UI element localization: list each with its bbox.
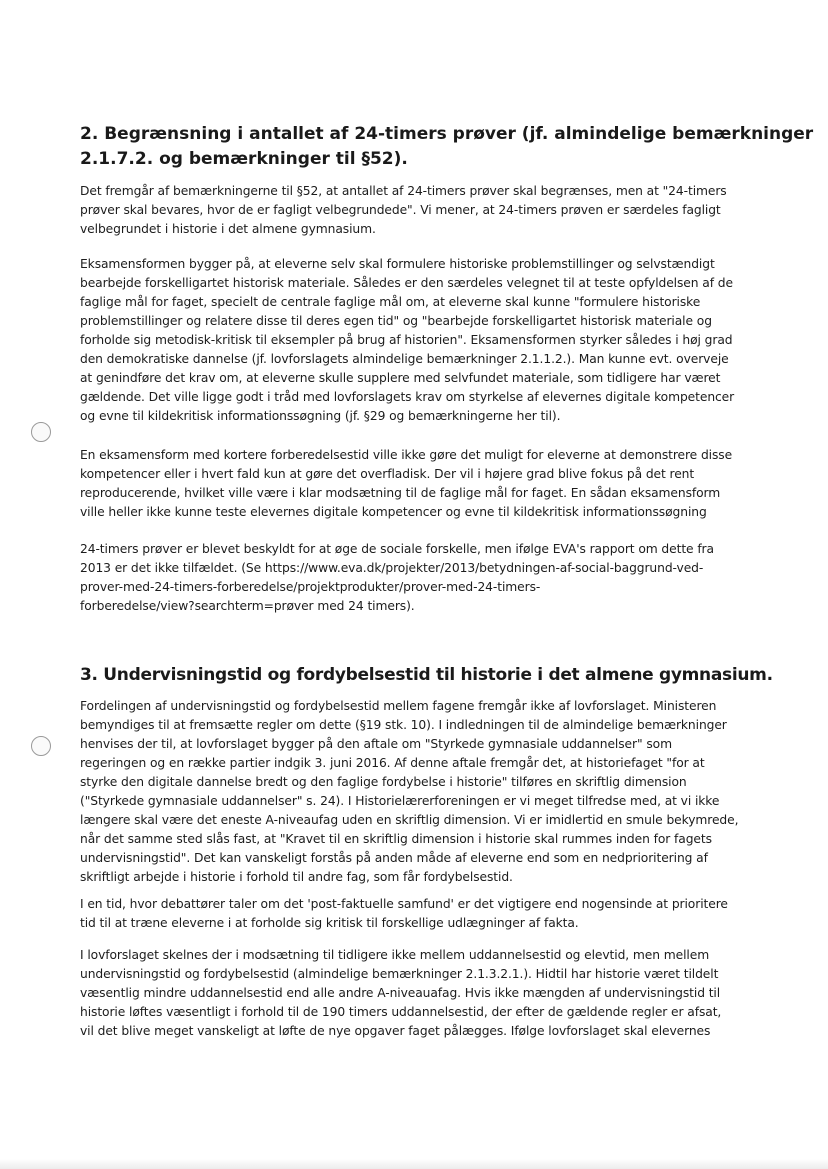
punch-hole-icon — [31, 736, 51, 756]
section-2-heading-line: 2.1.7.2. og bemærkninger til §52). — [80, 149, 408, 169]
section-3-paragraph-1 — [80, 697, 752, 887]
text-line: undervisningstid". Det kan vanskeligt forstås på anden måde af eleverne end som en nedprioritering af — [80, 851, 708, 865]
text-line: styrke den digitale dannelse bredt og den faglige fordybelse i historie" tilføres en skriftlig dimension — [80, 775, 687, 789]
page-bottom-edge — [0, 1159, 828, 1169]
text-line: ("Styrkede gymnasiale uddannelser" s. 24). I Historielærerforeningen er vi meget tilfredse med, at vi ikke — [80, 794, 720, 808]
text-line: faglige mål for faget, specielt de centrale faglige mål om, at eleverne skal kunne "formulere historiske — [80, 295, 701, 309]
text-line: væsentlig mindre uddannelsestid end alle andre A-niveauafag. Hvis ikke mængden af undervisningstid til — [80, 986, 721, 1000]
text-line: regeringen og en række partier indgik 3. juni 2016. Af denne aftale fremgår det, at historiefaget "for at — [80, 756, 705, 770]
text-line: den demokratiske dannelse (jf. lovforslagets almindelige bemærkninger 2.1.1.2.). Man kunne evt. overveje — [80, 352, 729, 366]
text-line: bearbejde forskelligartet historisk materiale. Således er den særdeles velegnet til at teste opfyldelsen af de — [80, 276, 733, 290]
text-line: og evne til kildekritisk informationssøgning (jf. §29 og bemærkningerne her til). — [80, 409, 561, 423]
text-line: velbegrundet i historie i det almene gymnasium. — [80, 222, 376, 236]
text-line: gældende. Det ville ligge godt i tråd med lovforslagets krav om styrkelse af elevernes digitale kompetencer — [80, 390, 735, 404]
section-3-paragraph-3 — [80, 946, 752, 1041]
text-line: prøver skal bevares, hvor de er fagligt velbegrundede". Vi mener, at 24-timers prøven er særdeles fagligt — [80, 203, 721, 217]
text-line: I en tid, hvor debattører taler om det 'post-faktuelle samfund' er det vigtigere end nogensinde at prioritere — [80, 897, 728, 911]
text-line: problemstillinger og relatere disse til deres egen tid" og "bearbejde forskelligartet historisk materiale og — [80, 314, 712, 328]
text-line: 2013 er det ikke tilfældet. (Se https://www.eva.dk/projekter/2013/betydningen-af-social-baggrund-ved- — [80, 561, 704, 575]
text-line: ville heller ikke kunne teste elevernes digitale kompetencer og evne til kildekritisk informationssøgning — [80, 505, 707, 519]
section-3-heading-text: 3. Undervisningstid og fordybelsestid til historie i det almene gymnasium. — [80, 665, 773, 685]
text-line: bemyndiges til at fremsætte regler om dette (§19 stk. 10). I indledningen til de almindelige bemærkninger — [80, 718, 727, 732]
text-line: tid til at træne eleverne i at forholde sig kritisk til forskellige udlægninger af fakta. — [80, 916, 579, 930]
text-line: I lovforslaget skelnes der i modsætning til tidligere ikke mellem uddannelsestid og elevtid, men mellem — [80, 948, 710, 962]
text-line: Det fremgår af bemærkningerne til §52, at antallet af 24-timers prøver skal begrænses, men at "24-timers — [80, 184, 727, 198]
text-line: undervisningstid og fordybelsestid (almindelige bemærkninger 2.1.3.2.1.). Hidtil har historie været tildelt — [80, 967, 719, 981]
text-line: henvises der til, at lovforslaget bygger på den aftale om "Styrkede gymnasiale uddannelser" som — [80, 737, 672, 751]
text-line: 24-timers prøver er blevet beskyldt for at øge de sociale forskelle, men ifølge EVA's rapport om dette fra — [80, 542, 714, 556]
punch-hole-icon — [31, 422, 51, 442]
section-2-paragraph-1 — [80, 182, 752, 239]
text-line: forholde sig metodisk-kritisk til eksempler på brug af historien". Eksamensformen styrker således i høj grad — [80, 333, 733, 347]
text-line: Fordelingen af undervisningstid og fordybelsestid mellem fagene fremgår ikke af lovforslaget. Ministeren — [80, 699, 717, 713]
text-line: kompetencer eller i hvert fald kun at gøre det overfladisk. Der vil i højere grad blive fokus på det rent — [80, 467, 695, 481]
text-line: når det samme sted slås fast, at "Kravet til en skriftlig dimension i historie skal rummes inden for fagets — [80, 832, 712, 846]
text-line: Eksamensformen bygger på, at eleverne selv skal formulere historiske problemstillinger og selvstændigt — [80, 257, 715, 271]
text-line: prover-med-24-timers-forberedelse/projektprodukter/prover-med-24-timers- — [80, 580, 541, 594]
text-line: skriftligt arbejde i historie i forhold til andre fag, som får fordybelsestid. — [80, 870, 513, 884]
text-line: længere skal være det eneste A-niveaufag uden en skriftlig dimension. Vi er imidlertid en smule bekymrede, — [80, 813, 739, 827]
text-line: historie løftes væsentligt i forhold til de 190 timers uddannelsestid, der efter de gældende regler er afsat, — [80, 1005, 722, 1019]
section-2-heading-line: 2. Begrænsning i antallet af 24-timers prøver (jf. almindelige bemærkninger — [80, 124, 814, 144]
text-line: forberedelse/view?searchterm=prøver med 24 timers). — [80, 599, 415, 613]
text-line: at genindføre det krav om, at eleverne skulle supplere med selvfundet materiale, som tidligere har været — [80, 371, 721, 385]
section-3-paragraph-2 — [80, 895, 752, 933]
section-2-paragraph-2 — [80, 255, 752, 426]
text-line: vil det blive meget vanskeligt at løfte de nye opgaver faget pålægges. Ifølge lovforslaget skal elevernes — [80, 1024, 711, 1038]
section-2-paragraph-4 — [80, 540, 752, 616]
section-3-heading — [80, 663, 773, 688]
text-line: reproducerende, hvilket ville være i klar modsætning til de faglige mål for faget. En sådan eksamensform — [80, 486, 721, 500]
section-2-paragraph-3 — [80, 446, 752, 522]
text-line: En eksamensform med kortere forberedelsestid ville ikke gøre det muligt for eleverne at demonstrere disse — [80, 448, 733, 462]
section-2-heading — [80, 122, 813, 172]
